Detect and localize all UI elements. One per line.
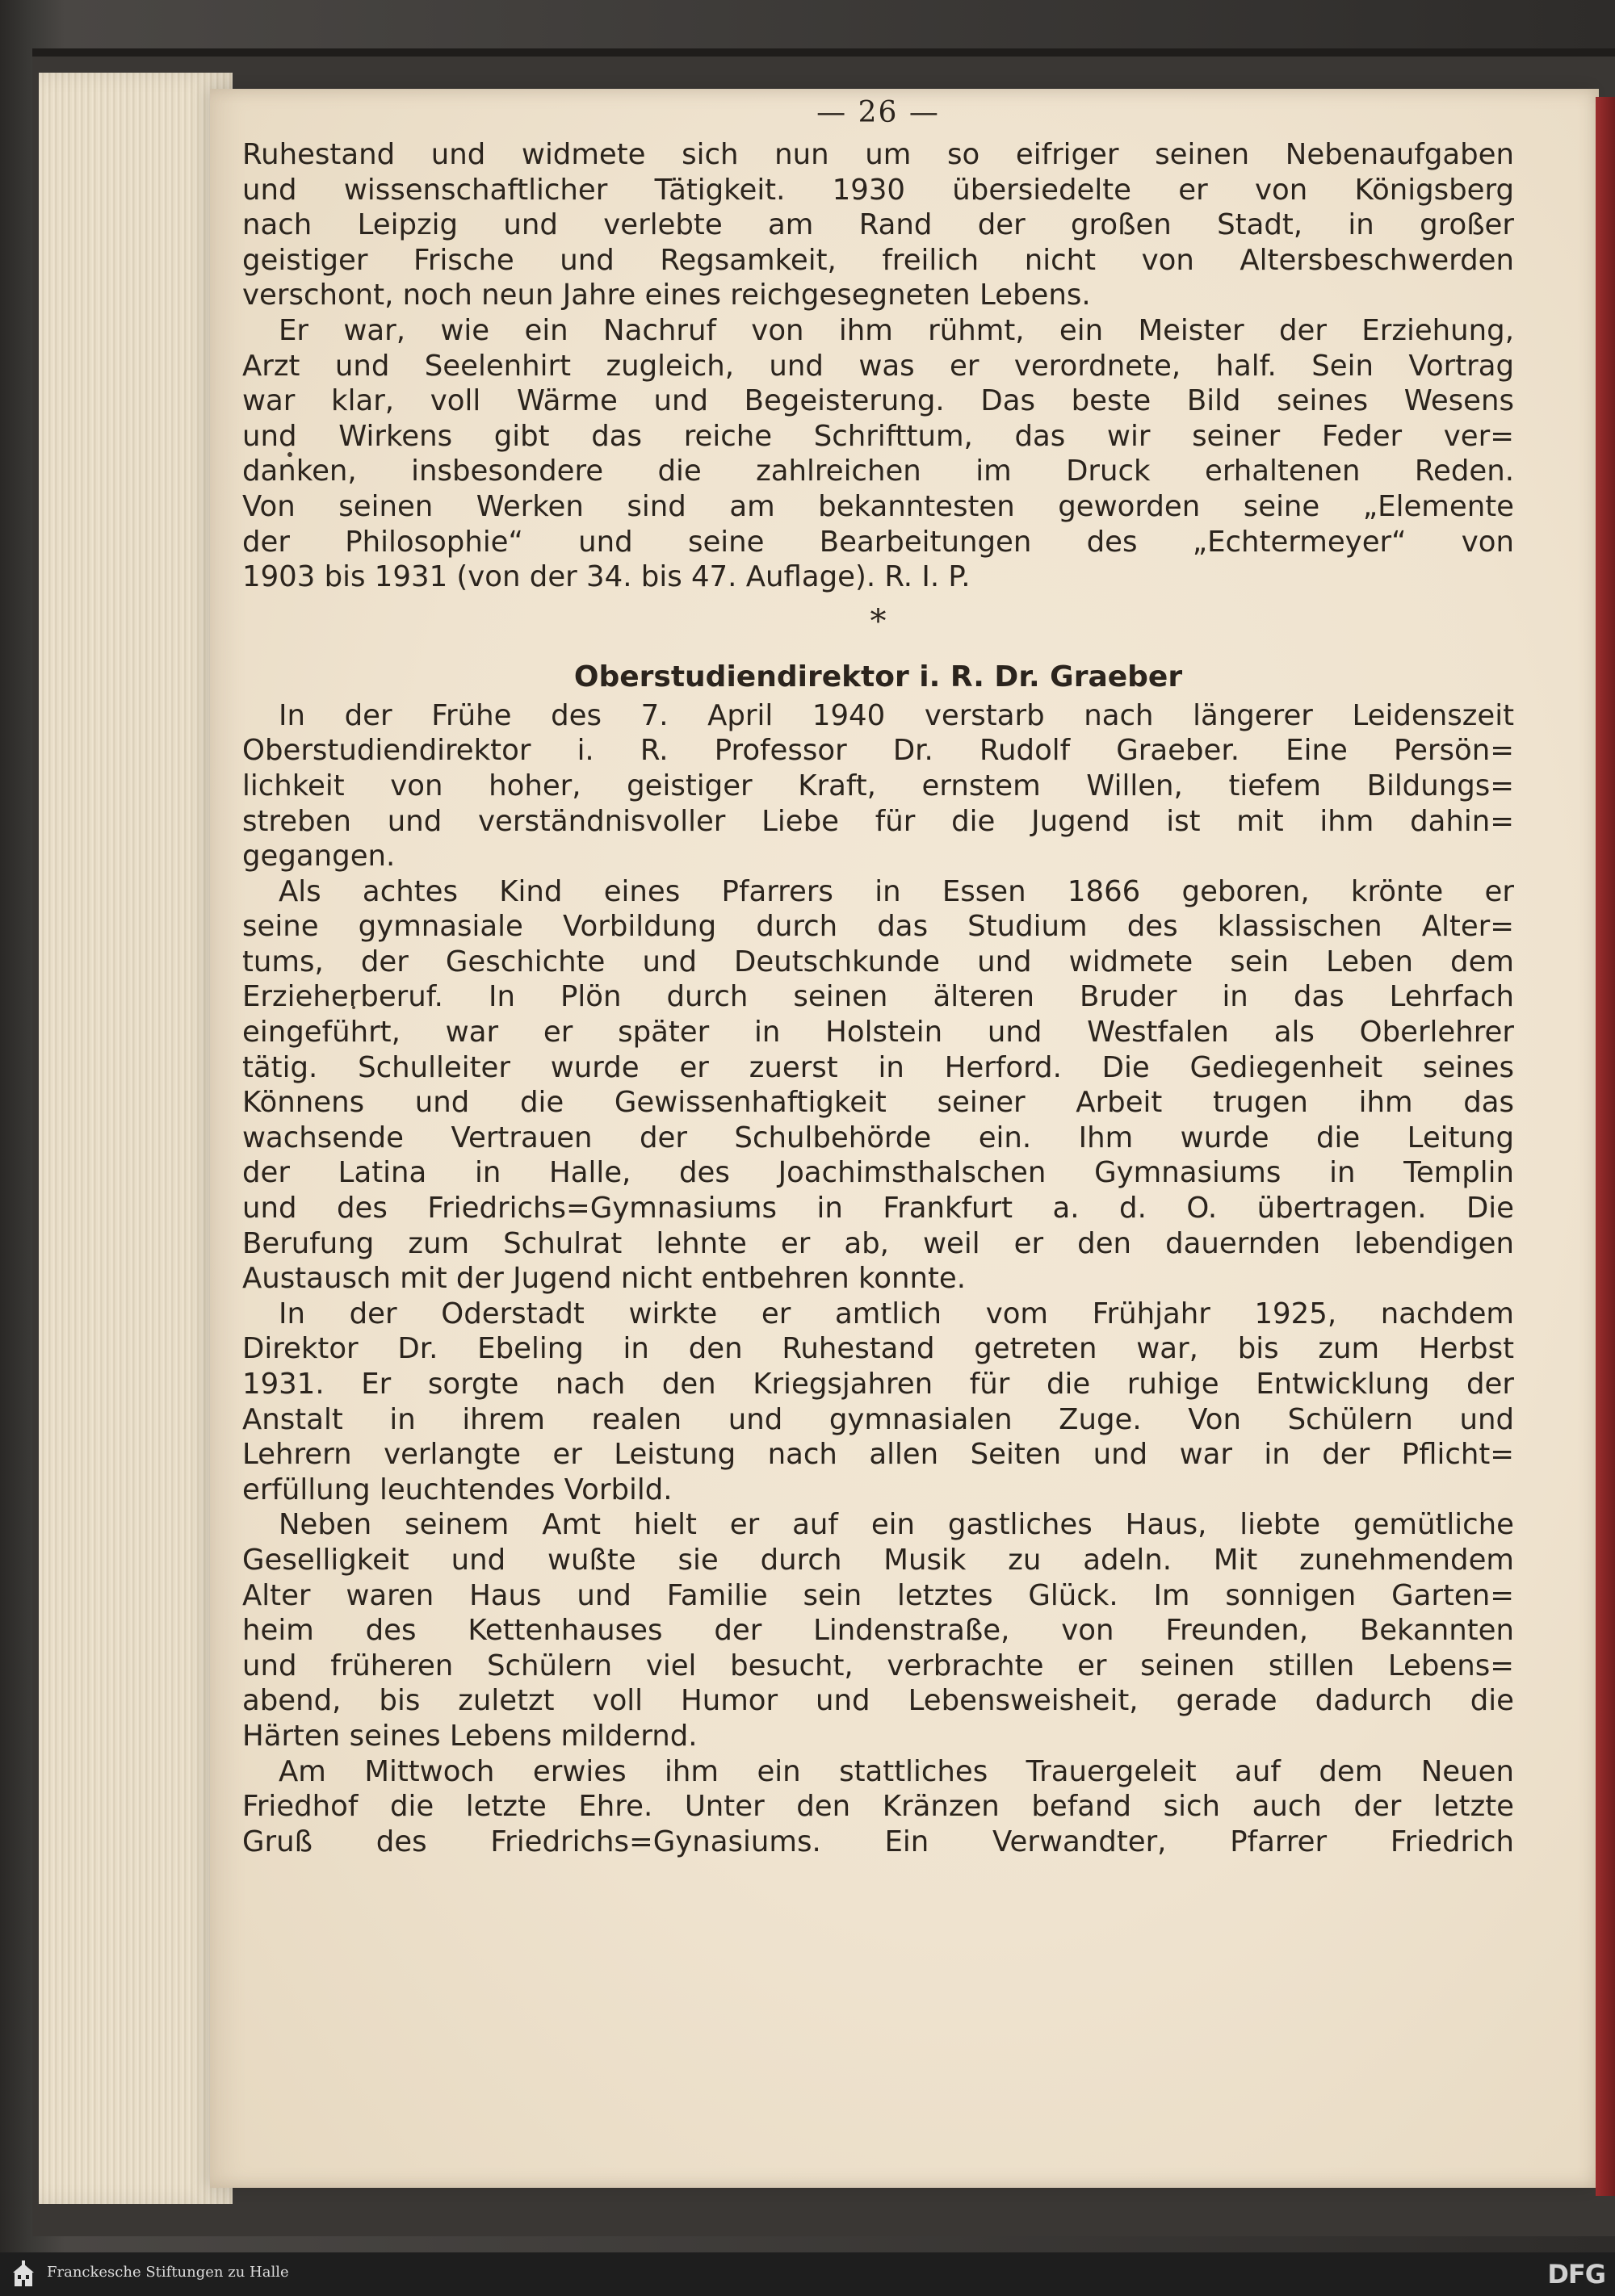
text-line: Neben seinem Amt hielt er auf ein gastliches Haus, liebte gemütliche <box>279 1508 1514 1542</box>
paragraph <box>242 1754 1514 1860</box>
text-line: lichkeit von hoher, geistiger Kraft, ernstem Willen, tiefem Bildungs= <box>242 769 1514 802</box>
paragraph <box>242 313 1514 595</box>
text-line: seine gymnasiale Vorbildung durch das Studium des klassischen Alter= <box>242 910 1514 944</box>
text-line: heim des Kettenhauses der Lindenstraße, von Freunden, Bekannten <box>242 1614 1514 1648</box>
section-heading: Oberstudiendirektor i. R. Dr. Graeber <box>573 660 1183 693</box>
text-line: Anstalt in ihrem realen und gymnasialen Zuge. Von Schülern und <box>242 1402 1514 1436</box>
text-line: Härten seines Lebens mildernd. <box>242 1719 698 1753</box>
section-divider-asterisk: * <box>870 602 887 640</box>
text-line: Am Mittwoch erwies ihm ein stattliches Trauergeleit auf dem Neuen <box>279 1754 1514 1788</box>
text-line: erfüllung leuchtendes Vorbild. <box>242 1473 673 1506</box>
text-line: gegangen. <box>242 840 396 874</box>
footer-institution-name: Franckesche Stiftungen zu Halle <box>47 2264 289 2281</box>
text-line: Könnens und die Gewissenhaftigkeit seiner Arbeit trugen ihm das <box>242 1086 1514 1120</box>
book-spine-edge <box>1596 97 1615 2196</box>
paragraph <box>242 137 1514 313</box>
text-line: Alter waren Haus und Familie sein letztes Glück. Im sonnigen Garten= <box>242 1578 1514 1612</box>
text-line: und früheren Schülern viel besucht, verbrachte er seinen stillen Lebens= <box>242 1649 1514 1682</box>
text-line: Ruhestand und widmete sich nun um so eifriger seinen Nebenaufgaben <box>242 138 1514 171</box>
text-line: In der Frühe des 7. April 1940 verstarb nach längerer Leidenszeit <box>279 698 1514 732</box>
text-line: der Latina in Halle, des Joachimsthalschen Gymnasiums in Templin <box>242 1156 1514 1190</box>
text-line: Als achtes Kind eines Pfarrers in Essen 1866 geboren, krönte er <box>279 874 1514 908</box>
text-line: tätig. Schulleiter wurde er zuerst in Herford. Die Gediegenheit seines <box>242 1050 1514 1084</box>
text-line: Erzieherberuf. In Plön durch seinen älteren Bruder in das Lehrfach <box>242 980 1514 1014</box>
text-line: streben und verständnisvoller Liebe für die Jugend ist mit ihm dahin= <box>242 804 1514 838</box>
text-line: geistiger Frische und Regsamkeit, freilich nicht von Altersbeschwerden <box>242 243 1514 277</box>
text-line: Arzt und Seelenhirt zugleich, und was er verordnete, half. Sein Vortrag <box>242 349 1514 383</box>
text-line: danken, insbesondere die zahlreichen im Druck erhaltenen Reden. <box>242 455 1514 488</box>
francke-orphanage-icon <box>11 2260 36 2288</box>
text-line: verschont, noch neun Jahre eines reichgesegneten Lebens. <box>242 279 1091 312</box>
text-line: und des Friedrichs=Gymnasiums in Frankfurt a. d. O. übertragen. Die <box>242 1192 1514 1226</box>
text-line: eingeführt, war er später in Holstein und Westfalen als Oberlehrer <box>242 1016 1514 1050</box>
text-line: nach Leipzig und verlebte am Rand der großen Stadt, in großer <box>242 208 1514 242</box>
text-line: Gruß des Friedrichs=Gynasiums. Ein Verwandter, Pfarrer Friedrich <box>242 1825 1514 1858</box>
text-blocks <box>242 137 1514 1859</box>
text-line: der Philosophie“ und seine Bearbeitungen des „Echtermeyer“ von <box>242 525 1514 559</box>
footer-bar <box>0 2252 1615 2296</box>
paragraph <box>242 1507 1514 1753</box>
text-line: Er war, wie ein Nachruf von ihm rühmt, ein Meister der Erziehung, <box>279 313 1514 347</box>
text-line: und wissenschaftlicher Tätigkeit. 1930 übersiedelte er von Königsberg <box>242 173 1514 207</box>
text-line: Austausch mit der Jugend nicht entbehren konnte. <box>242 1262 967 1296</box>
text-line: Friedhof die letzte Ehre. Unter den Kränzen befand sich auch der letzte <box>242 1790 1514 1824</box>
text-line: wachsende Vertrauen der Schulbehörde ein. Ihm wurde die Leitung <box>242 1121 1514 1154</box>
text-line: Lehrern verlangte er Leistung nach allen Seiten und war in der Pflicht= <box>242 1438 1514 1472</box>
page-number: — 26 — <box>816 96 940 129</box>
text-line: Oberstudiendirektor i. R. Professor Dr. Rudolf Graeber. Eine Persön= <box>242 734 1514 768</box>
page-stack-edges <box>39 73 233 2204</box>
text-line: Direktor Dr. Ebeling in den Ruhestand getreten war, bis zum Herbst <box>242 1332 1514 1366</box>
paragraph <box>242 1297 1514 1508</box>
text-line: war klar, voll Wärme und Begeisterung. Das beste Bild seines Wesens <box>242 384 1514 418</box>
text-line: Von seinen Werken sind am bekanntesten geworden seine „Elemente <box>242 489 1514 523</box>
text-line: abend, bis zuletzt voll Humor und Lebensweisheit, gerade dadurch die <box>242 1684 1514 1718</box>
text-line: In der Oderstadt wirkte er amtlich vom Frühjahr 1925, nachdem <box>279 1297 1514 1330</box>
text-line: Geselligkeit und wußte sie durch Musik zu adeln. Mit zunehmendem <box>242 1543 1514 1577</box>
text-line: 1931. Er sorgte nach den Kriegsjahren für die ruhige Entwicklung der <box>242 1368 1514 1401</box>
text-line: und Wirkens gibt das reiche Schrifttum, das wir seiner Feder ver= <box>242 419 1514 453</box>
dfg-logo: DFG <box>1547 2259 1605 2290</box>
paragraph <box>242 874 1514 1297</box>
text-line: Berufung zum Schulrat lehnte er ab, weil er den dauernden lebendigen <box>242 1226 1514 1260</box>
page-text <box>242 89 1514 1859</box>
text-line: tums, der Geschichte und Deutschkunde und widmete sein Leben dem <box>242 945 1514 978</box>
paragraph <box>242 698 1514 874</box>
text-line: 1903 bis 1931 (von der 34. bis 47. Auflage). R. I. P. <box>242 560 971 594</box>
